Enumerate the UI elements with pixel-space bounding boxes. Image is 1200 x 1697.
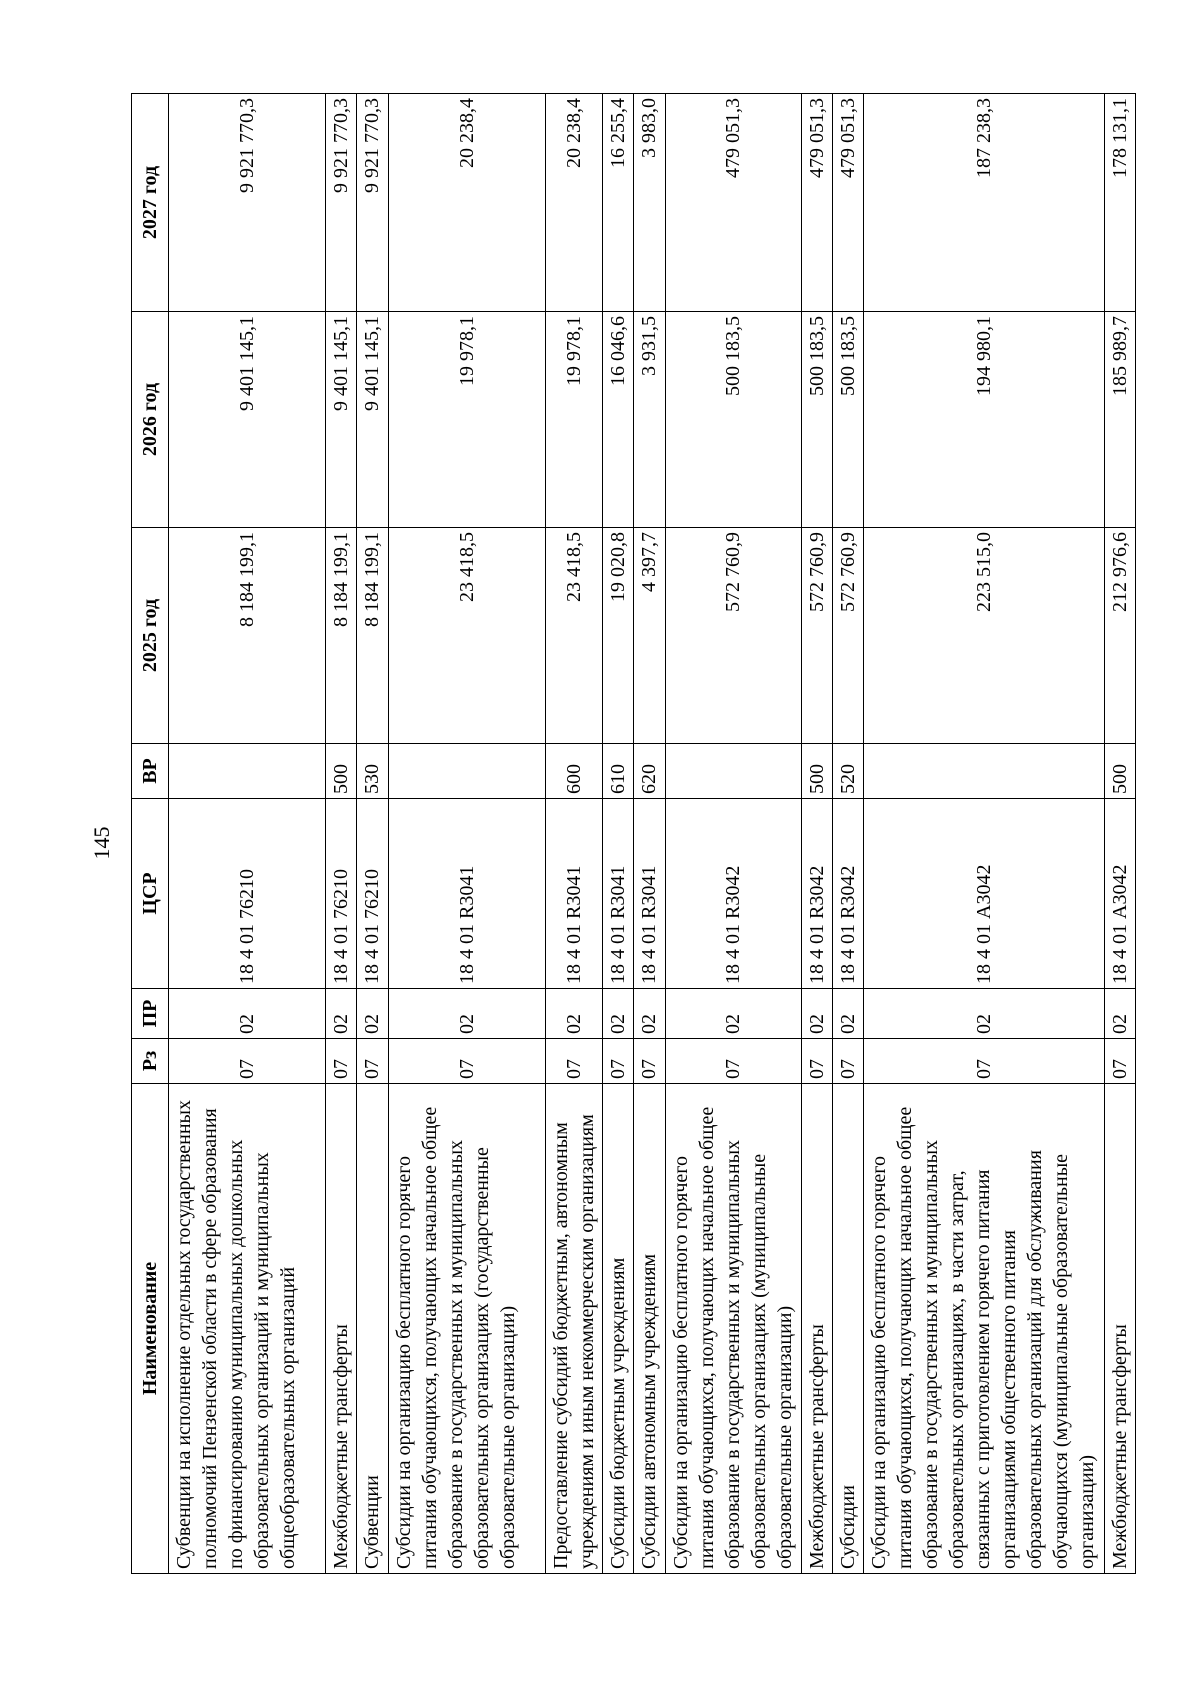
cell-pr: 02 (603, 989, 634, 1039)
cell-vr: 620 (634, 744, 665, 799)
cell-name: Субсидии на организацию бесплатного горячего питания обучающихся, получающих начальное общее образование в государственных и муниципальных образовательных организациях (муниципальные образовательные организации) (665, 1084, 801, 1574)
table-row (388, 94, 545, 1574)
cell-2025: 8 184 199,1 (169, 528, 326, 744)
cell-2025: 572 760,9 (665, 528, 801, 744)
header-rz: Рз (132, 1039, 169, 1084)
cell-vr: 500 (801, 744, 832, 799)
table-header-row (132, 94, 169, 1574)
cell-2026: 500 183,5 (832, 312, 863, 528)
cell-name: Межбюджетные трансферты (801, 1084, 832, 1574)
cell-2026: 500 183,5 (801, 312, 832, 528)
cell-2025: 8 184 199,1 (357, 528, 388, 744)
cell-2026: 500 183,5 (665, 312, 801, 528)
table-row (545, 94, 602, 1574)
cell-2026: 19 978,1 (388, 312, 545, 528)
cell-2025: 23 418,5 (545, 528, 602, 744)
cell-2026: 9 401 145,1 (326, 312, 357, 528)
table-row (1104, 94, 1135, 1574)
cell-pr: 02 (634, 989, 665, 1039)
cell-vr: 500 (1104, 744, 1135, 799)
cell-2027: 479 051,3 (665, 94, 801, 312)
cell-csr: 18 4 01 76210 (169, 799, 326, 989)
cell-2026: 194 980,1 (863, 312, 1104, 528)
cell-rz: 07 (357, 1039, 388, 1084)
cell-name: Субсидии автономным учреждениям (634, 1084, 665, 1574)
cell-name: Субвенции на исполнение отдельных государственных полномочий Пензенской области в сфере образования по финансированию муниципальных дошкольных образовательных организаций и муниципальных общеобразовательных организаций (169, 1084, 326, 1574)
cell-2027: 20 238,4 (545, 94, 602, 312)
cell-rz: 07 (665, 1039, 801, 1084)
cell-rz: 07 (388, 1039, 545, 1084)
cell-name: Субсидии на организацию бесплатного горячего питания обучающихся, получающих начальное общее образование в государственных и муниципальных образовательных организациях (государственные образовательные организации) (388, 1084, 545, 1574)
cell-2025: 8 184 199,1 (326, 528, 357, 744)
cell-2027: 479 051,3 (801, 94, 832, 312)
cell-2027: 20 238,4 (388, 94, 545, 312)
cell-2026: 9 401 145,1 (169, 312, 326, 528)
cell-2026: 185 989,7 (1104, 312, 1135, 528)
cell-pr: 02 (326, 989, 357, 1039)
cell-pr: 02 (863, 989, 1104, 1039)
cell-2027: 178 131,1 (1104, 94, 1135, 312)
table-row (634, 94, 665, 1574)
cell-name: Межбюджетные трансферты (1104, 1084, 1135, 1574)
header-2027: 2027 год (132, 94, 169, 312)
cell-2027: 9 921 770,3 (357, 94, 388, 312)
cell-rz: 07 (169, 1039, 326, 1084)
cell-vr (169, 744, 326, 799)
cell-2026: 16 046,6 (603, 312, 634, 528)
cell-pr: 02 (545, 989, 602, 1039)
header-vr: ВР (132, 744, 169, 799)
cell-2027: 16 255,4 (603, 94, 634, 312)
cell-rz: 07 (863, 1039, 1104, 1084)
table-row (665, 94, 801, 1574)
cell-vr (388, 744, 545, 799)
cell-pr: 02 (388, 989, 545, 1039)
cell-vr (665, 744, 801, 799)
cell-rz: 07 (634, 1039, 665, 1084)
cell-2025: 572 760,9 (832, 528, 863, 744)
cell-2026: 3 931,5 (634, 312, 665, 528)
cell-2027: 3 983,0 (634, 94, 665, 312)
cell-rz: 07 (326, 1039, 357, 1084)
cell-csr: 18 4 01 76210 (357, 799, 388, 989)
cell-2026: 19 978,1 (545, 312, 602, 528)
cell-2027: 9 921 770,3 (169, 94, 326, 312)
cell-2025: 23 418,5 (388, 528, 545, 744)
header-2025: 2025 год (132, 528, 169, 744)
cell-name: Субвенции (357, 1084, 388, 1574)
cell-2025: 4 397,7 (634, 528, 665, 744)
cell-2026: 9 401 145,1 (357, 312, 388, 528)
table-row (863, 94, 1104, 1574)
cell-csr: 18 4 01 R3042 (832, 799, 863, 989)
page-number: 145 (89, 826, 114, 860)
cell-pr: 02 (169, 989, 326, 1039)
cell-vr: 530 (357, 744, 388, 799)
cell-name: Предоставление субсидий бюджетным, автономным учреждениям и иным некоммерческим организациям (545, 1084, 602, 1574)
cell-2025: 223 515,0 (863, 528, 1104, 744)
cell-csr: 18 4 01 R3041 (388, 799, 545, 989)
cell-pr: 02 (357, 989, 388, 1039)
cell-vr: 500 (326, 744, 357, 799)
cell-name: Субсидии (832, 1084, 863, 1574)
table-row (357, 94, 388, 1574)
cell-vr: 520 (832, 744, 863, 799)
budget-table (131, 93, 1136, 1574)
table-row (326, 94, 357, 1574)
cell-2025: 19 020,8 (603, 528, 634, 744)
cell-name: Межбюджетные трансферты (326, 1084, 357, 1574)
cell-pr: 02 (1104, 989, 1135, 1039)
table-row (169, 94, 326, 1574)
rotated-table-container (131, 94, 1136, 1574)
cell-name: Субсидии на организацию бесплатного горячего питания обучающихся, получающих начальное общее образование в государственных и муниципальных образовательных организациях, в части затрат, связанных с приготовлением горячего питания организациями общественного питания образовательных организаций для обслуживания обучающихся (муниципальные образовательные организации) (863, 1084, 1104, 1574)
cell-csr: 18 4 01 А3042 (1104, 799, 1135, 989)
cell-vr: 610 (603, 744, 634, 799)
cell-csr: 18 4 01 R3042 (665, 799, 801, 989)
header-2026: 2026 год (132, 312, 169, 528)
cell-csr: 18 4 01 R3041 (603, 799, 634, 989)
cell-csr: 18 4 01 А3042 (863, 799, 1104, 989)
cell-vr (863, 744, 1104, 799)
cell-2027: 479 051,3 (832, 94, 863, 312)
header-name: Наименование (132, 1084, 169, 1574)
cell-name: Субсидии бюджетным учреждениям (603, 1084, 634, 1574)
cell-2025: 572 760,9 (801, 528, 832, 744)
cell-rz: 07 (832, 1039, 863, 1084)
cell-2025: 212 976,6 (1104, 528, 1135, 744)
cell-2027: 9 921 770,3 (326, 94, 357, 312)
cell-csr: 18 4 01 R3041 (634, 799, 665, 989)
cell-csr: 18 4 01 R3042 (801, 799, 832, 989)
header-pr: ПР (132, 989, 169, 1039)
cell-rz: 07 (545, 1039, 602, 1084)
cell-rz: 07 (1104, 1039, 1135, 1084)
cell-2027: 187 238,3 (863, 94, 1104, 312)
table-row (801, 94, 832, 1574)
header-csr: ЦСР (132, 799, 169, 989)
cell-csr: 18 4 01 R3041 (545, 799, 602, 989)
cell-vr: 600 (545, 744, 602, 799)
cell-pr: 02 (801, 989, 832, 1039)
cell-rz: 07 (603, 1039, 634, 1084)
cell-pr: 02 (832, 989, 863, 1039)
cell-rz: 07 (801, 1039, 832, 1084)
cell-csr: 18 4 01 76210 (326, 799, 357, 989)
table-row (832, 94, 863, 1574)
cell-pr: 02 (665, 989, 801, 1039)
table-row (603, 94, 634, 1574)
